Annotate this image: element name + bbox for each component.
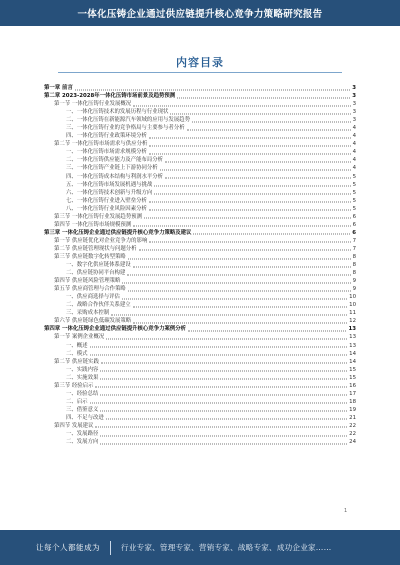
toc-entry-page: 4 — [352, 165, 356, 172]
toc-entry-text: 第四节 一体化压铸市场规模预测 — [54, 221, 132, 228]
toc-leader-dots — [154, 194, 350, 195]
toc-leader-dots — [122, 282, 350, 283]
toc-entry-text: 第三节 经验启示 — [54, 382, 94, 389]
toc-entry[interactable] — [44, 213, 356, 221]
toc-entry-page: 5 — [352, 205, 356, 212]
toc-leader-dots — [160, 169, 351, 170]
toc-entry-page: 6 — [352, 213, 356, 220]
toc-entry-text: 一、一体化压铸技术的发展历程与行业现状 — [66, 109, 169, 116]
toc-entry-text: 第一节 一体化压铸行业发展概况 — [54, 101, 132, 108]
toc-leader-dots — [100, 371, 347, 372]
toc-leader-dots — [149, 210, 351, 211]
toc-entry-page: 18 — [349, 398, 356, 405]
toc-entry-page: 17 — [349, 390, 356, 397]
toc-leader-dots — [149, 137, 351, 138]
toc-entry-text: 二、战略合作伙伴关系建立 — [66, 302, 131, 309]
page-number: 1 — [344, 508, 348, 514]
toc-entry-text: 二、发展方向 — [66, 439, 99, 446]
toc-entry[interactable] — [44, 342, 356, 350]
toc-entry-page: 9 — [352, 278, 356, 285]
toc-entry-page: 21 — [349, 414, 356, 421]
toc-entry-text: 第四节 供应链风险管理策略 — [54, 278, 121, 285]
toc-leader-dots — [139, 250, 351, 251]
toc-title-divider — [58, 72, 342, 73]
toc-entry[interactable] — [44, 422, 356, 430]
footer-tagline: 行业专家、管理专家、营销专家、战略专家、成功企业家…… — [120, 543, 332, 552]
toc-entry-text: 二、供应链协同平台构建 — [66, 270, 126, 277]
toc-entry[interactable] — [44, 398, 356, 406]
toc-entry-text: 七、一体化压铸行业进入壁垒分析 — [66, 197, 147, 204]
toc-leader-dots — [154, 186, 350, 187]
toc-entry[interactable] — [44, 333, 356, 341]
toc-entry[interactable] — [44, 164, 356, 172]
toc-entry-page: 7 — [352, 237, 356, 244]
toc-entry-text: 第一节 供应链优化对企业竞争力的影响 — [54, 237, 148, 244]
toc-entry[interactable] — [44, 325, 356, 333]
toc-leader-dots — [170, 113, 350, 114]
toc-entry-text: 一、概述 — [66, 342, 88, 349]
toc-leader-dots — [192, 121, 351, 122]
toc-leader-dots — [133, 226, 350, 227]
toc-entry[interactable] — [44, 197, 356, 205]
toc-leader-dots — [106, 338, 347, 339]
toc-entry-page: 15 — [349, 374, 356, 381]
toc-entry-page: 10 — [349, 294, 356, 301]
toc-entry[interactable] — [44, 221, 356, 229]
toc-entry[interactable] — [44, 269, 356, 277]
toc-entry[interactable] — [44, 189, 356, 197]
toc-entry[interactable] — [44, 181, 356, 189]
toc-leader-dots — [144, 218, 351, 219]
toc-title: 内容目录 — [176, 56, 224, 69]
toc-entry-page: 4 — [352, 125, 356, 132]
toc-entry-page: 14 — [349, 358, 356, 365]
toc-entry-page: 5 — [352, 189, 356, 196]
toc-leader-dots — [149, 242, 350, 243]
report-title: 一体化压铸企业通过供应链提升核心竞争力策略研究报告 — [77, 9, 323, 20]
toc-leader-dots — [165, 161, 351, 162]
toc-entry-text: 第六节 供应链绿色低碳发展策略 — [54, 318, 132, 325]
footer-divider — [110, 541, 111, 555]
toc-leader-dots — [133, 306, 347, 307]
toc-entry-page: 4 — [352, 141, 356, 148]
toc-entry-page: 15 — [349, 366, 356, 373]
toc-leader-dots — [101, 363, 347, 364]
toc-entry-page: 13 — [348, 326, 356, 333]
toc-entry-text: 第二节 供应链管理现状与问题分析 — [54, 245, 137, 252]
toc-entry-text: 一、发展路径 — [66, 431, 99, 438]
toc-entry-text: 四、不足与改进 — [66, 414, 104, 421]
toc-entry-page: 4 — [352, 157, 356, 164]
toc-entry-page: 8 — [352, 270, 356, 277]
toc-entry-text: 第一节 案例企业概况 — [54, 334, 105, 341]
toc-entry[interactable] — [44, 92, 356, 100]
toc-leader-dots — [90, 403, 348, 404]
toc-entry[interactable] — [44, 229, 356, 237]
toc-leader-dots — [90, 355, 348, 356]
toc-leader-dots — [100, 443, 347, 444]
toc-leader-dots — [90, 347, 348, 348]
toc-entry[interactable] — [44, 124, 356, 132]
toc-entry[interactable] — [44, 309, 356, 317]
toc-entry[interactable] — [44, 301, 356, 309]
toc-entry[interactable] — [44, 277, 356, 285]
toc-entry[interactable] — [44, 261, 356, 269]
toc-entry-page: 14 — [349, 350, 356, 357]
toc-entry[interactable] — [44, 108, 356, 116]
toc-entry-page: 10 — [349, 302, 356, 309]
toc-entry[interactable] — [44, 253, 356, 261]
toc-entry[interactable] — [44, 148, 356, 156]
toc-leader-dots — [127, 274, 350, 275]
toc-entry-text: 一、一体化压铸市场需求规模分析 — [66, 149, 147, 156]
toc-entry[interactable] — [44, 317, 356, 325]
toc-entry-page: 6 — [352, 229, 356, 236]
toc-entry-page: 13 — [349, 334, 356, 341]
toc-entry-text: 第三节 一体化压铸行业发展趋势预测 — [54, 213, 142, 220]
toc-entry[interactable] — [44, 350, 356, 358]
toc-entry[interactable] — [44, 140, 356, 148]
toc-entry[interactable] — [44, 374, 356, 382]
toc-entry-text: 第二节 供应链实践 — [54, 358, 99, 365]
toc-leader-dots — [133, 105, 350, 106]
toc-entry-text: 三、一体化压铸产业链上下游协同分析 — [66, 165, 158, 172]
toc-list — [44, 84, 356, 446]
toc-leader-dots — [100, 435, 347, 436]
toc-entry[interactable] — [44, 358, 356, 366]
toc-entry[interactable] — [44, 116, 356, 124]
toc-entry-page: 11 — [349, 310, 356, 317]
toc-entry-text: 二、一体化压铸供应能力及产能布局分析 — [66, 157, 164, 164]
toc-leader-dots — [149, 202, 351, 203]
toc-leader-dots — [75, 89, 350, 90]
toc-leader-dots — [122, 298, 347, 299]
toc-entry-text: 第五节 供应商管理与合作策略 — [54, 286, 126, 293]
toc-entry-text: 一、经验总结 — [66, 390, 99, 397]
toc-entry-text: 第二章 2023-2028年一体化压铸市场前景及趋势预测 — [44, 93, 176, 100]
toc-entry[interactable] — [44, 132, 356, 140]
toc-entry[interactable] — [44, 245, 356, 253]
toc-entry-text: 三、采购成本控制 — [66, 310, 110, 317]
toc-entry-page: 6 — [352, 221, 356, 228]
toc-leader-dots — [128, 290, 351, 291]
toc-entry-text: 八、一体化压铸行业风险因素分析 — [66, 205, 147, 212]
toc-leader-dots — [187, 129, 351, 130]
toc-entry-text: 第二节 一体化压铸市场需求与供应分析 — [54, 141, 148, 148]
toc-leader-dots — [106, 419, 347, 420]
toc-entry[interactable] — [44, 293, 356, 301]
toc-leader-dots — [188, 330, 346, 331]
toc-entry-page: 19 — [349, 406, 356, 413]
toc-entry-text: 二、实施效果 — [66, 374, 99, 381]
toc-leader-dots — [95, 387, 347, 388]
toc-entry-page: 16 — [349, 382, 356, 389]
toc-entry-text: 三、一体化压铸行业的竞争格局与主要参与者分析 — [66, 125, 185, 132]
toc-entry-page: 8 — [352, 254, 356, 260]
toc-entry-text: 第三章 一体化压铸企业通过供应链提升核心竞争力策略及建议 — [44, 229, 192, 236]
toc-entry-page: 3 — [352, 117, 356, 124]
toc-entry[interactable] — [44, 156, 356, 164]
toc-leader-dots — [177, 97, 350, 98]
toc-entry-page: 12 — [349, 318, 356, 325]
toc-entry-text: 一、实践内容 — [66, 366, 99, 373]
toc-leader-dots — [149, 145, 350, 146]
toc-entry-text: 五、一体化压铸市场发展机遇与挑战 — [66, 181, 153, 188]
toc-leader-dots — [133, 322, 347, 323]
toc-leader-dots — [111, 314, 347, 315]
toc-entry[interactable] — [44, 382, 356, 390]
toc-entry-text: 三、借鉴意义 — [66, 406, 99, 413]
toc-entry-text: 二、模式 — [66, 350, 88, 357]
toc-entry-page: 5 — [352, 181, 356, 188]
toc-leader-dots — [100, 411, 347, 412]
toc-entry-text: 一、供应商选择与评估 — [66, 294, 120, 301]
toc-entry-page: 8 — [352, 262, 356, 269]
toc-entry[interactable] — [44, 366, 356, 374]
toc-entry[interactable] — [44, 84, 356, 92]
toc-entry-page: 3 — [352, 101, 356, 108]
toc-entry-text: 一、数字化供应链体系建设 — [66, 262, 131, 269]
toc-entry[interactable] — [44, 438, 356, 446]
toc-leader-dots — [128, 258, 351, 259]
toc-entry-text: 二、一体化压铸在新能源汽车领域的应用与发展趋势 — [66, 117, 190, 124]
toc-entry-page: 13 — [349, 342, 356, 349]
toc-entry-text: 二、启示 — [66, 398, 88, 405]
toc-leader-dots — [165, 178, 351, 179]
toc-entry-text: 六、一体化压铸技术创新与升级方向 — [66, 189, 153, 196]
toc-leader-dots — [95, 427, 347, 428]
toc-entry-page: 4 — [352, 149, 356, 156]
toc-entry-text: 第四节 发展建议 — [54, 422, 94, 429]
toc-entry[interactable] — [44, 414, 356, 422]
toc-entry-text: 四、一体化压铸行业政策环境分析 — [66, 133, 147, 140]
toc-entry[interactable] — [44, 173, 356, 181]
toc-leader-dots — [100, 395, 347, 396]
toc-entry-text: 第一章 前言 — [44, 85, 73, 92]
toc-entry-page: 3 — [352, 93, 356, 100]
toc-entry-page: 3 — [352, 109, 356, 116]
toc-entry-page: 22 — [349, 422, 356, 429]
toc-leader-dots — [149, 153, 351, 154]
toc-entry[interactable] — [44, 406, 356, 414]
toc-entry-page: 4 — [352, 133, 356, 140]
toc-entry[interactable] — [44, 100, 356, 108]
toc-entry[interactable] — [44, 237, 356, 245]
toc-entry-page: 5 — [352, 173, 356, 180]
toc-entry-text: 四、一体化压铸成本结构与利润水平分析 — [66, 173, 164, 180]
toc-entry-text: 第四章 一体化压铸企业通过供应链提升核心竞争力案例分析 — [44, 326, 187, 333]
toc-entry-text: 第三节 供应链数字化转型策略 — [54, 254, 126, 260]
toc-leader-dots — [193, 234, 350, 235]
toc-entry-page: 5 — [352, 197, 356, 204]
toc-entry-page: 24 — [349, 439, 356, 446]
toc-entry[interactable] — [44, 285, 356, 293]
toc-entry[interactable] — [44, 205, 356, 213]
toc-leader-dots — [100, 379, 347, 380]
page-footer — [0, 530, 400, 565]
footer-slogan: 让每个人都能成为 — [36, 543, 100, 552]
toc-leader-dots — [133, 266, 351, 267]
toc-entry-page: 9 — [352, 286, 356, 293]
toc-entry[interactable] — [44, 430, 356, 438]
toc-entry-page: 22 — [349, 431, 356, 438]
toc-entry[interactable] — [44, 390, 356, 398]
toc-entry-page: 3 — [352, 85, 356, 92]
toc-entry-page: 7 — [352, 245, 356, 252]
page-header — [0, 0, 400, 26]
